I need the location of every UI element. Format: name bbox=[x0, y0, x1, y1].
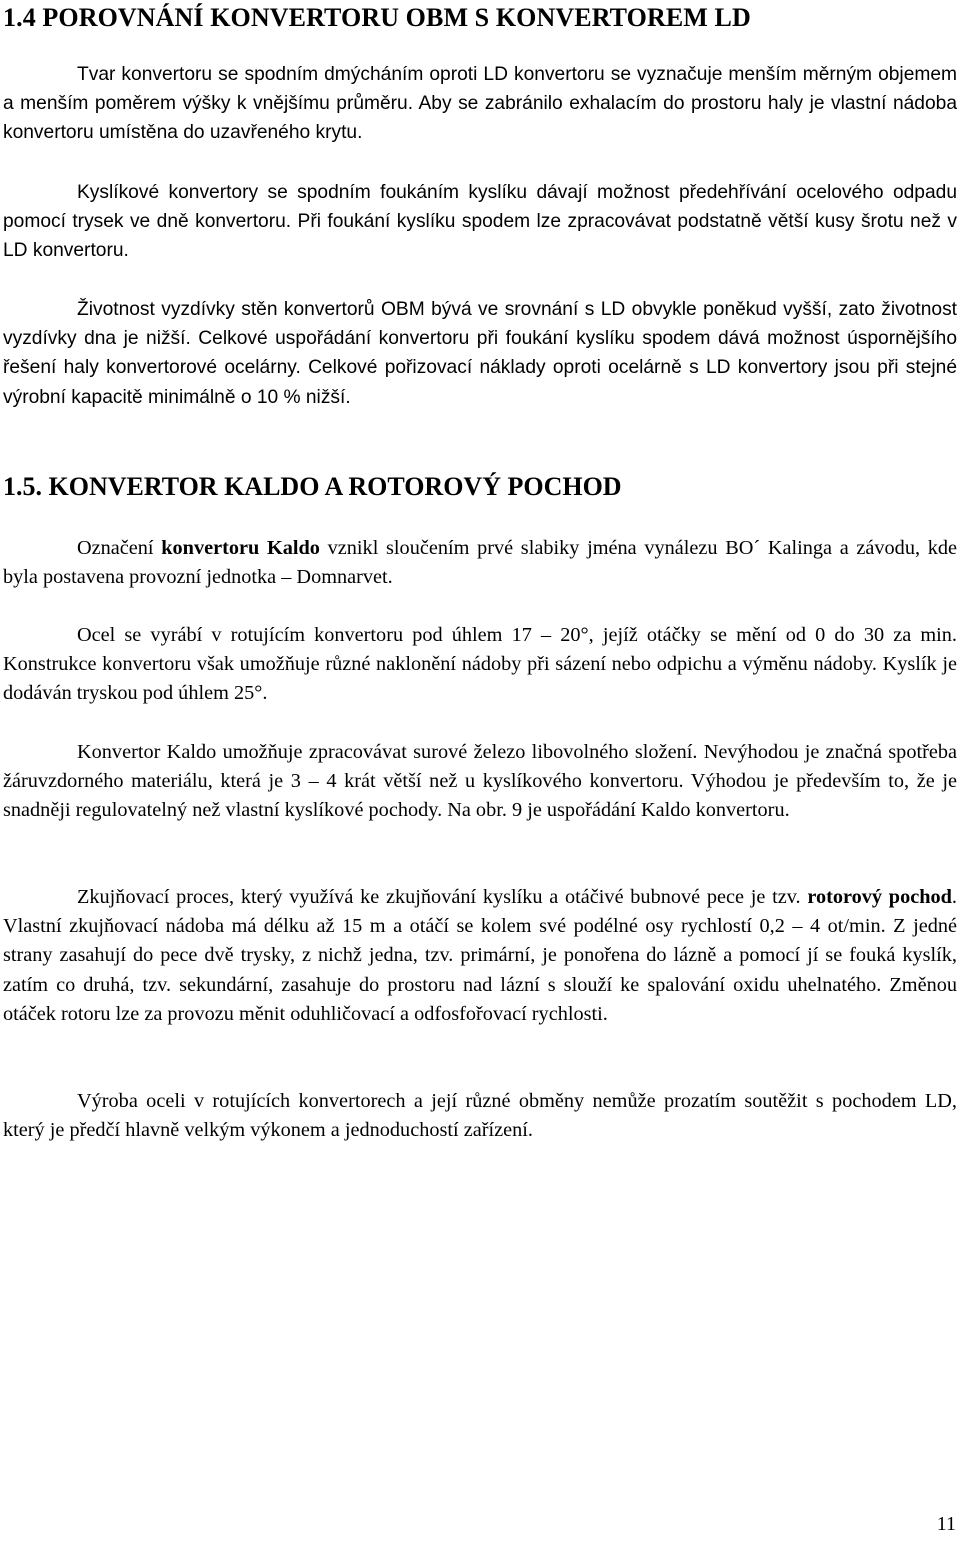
rotor-text-end: . Vlastní zkujňovací nádoba má délku až 15 m a otáčí se kolem své podélné osy rychlostí 0,2 – 4 ot/min. Z jedné strany zasahují do pece dvě trysky, z nichž jedna, tzv. primární, je ponořena do lázně a pomocí jí se fouká kyslík, zatím co druhá, tzv. sekundární, zasahuje do prostoru nad lázní s slouží ke spalování oxidu uhelnatého. Změnou otáček rotoru lze za provozu měnit oduhličovací a odfosfořovací rychlosti. bbox=[3, 886, 957, 1025]
section-1-4-heading: 1.4 POROVNÁNÍ KONVERTORU OBM S KONVERTOREM LD bbox=[3, 3, 751, 32]
paragraph-kaldo-name bbox=[3, 534, 957, 592]
kaldo-name-text-start: Označení bbox=[77, 537, 162, 559]
paragraph-rotor-process bbox=[3, 883, 957, 1029]
paragraph-obm-shape: Tvar konvertoru se spodním dmýcháním oproti LD konvertoru se vyznačuje menším měrným objemem a menším poměrem výšky k vnějšímu průměru. Aby se zabránilo exhalacím do prostoru haly je vlastní nádoba konvertoru umístěna do uzavřeného krytu. bbox=[3, 64, 957, 144]
paragraph-rotor-comparison: Výroba oceli v rotujících konvertorech a její různé obměny nemůže prozatím soutěžit s pochodem LD, který je předčí hlavně velkým výkonem a jednoduchostí zařízení. bbox=[3, 1090, 957, 1142]
paragraph-obm-preheating: Kyslíkové konvertory se spodním foukáním kyslíku dávají možnost předehřívání ocelového odpadu pomocí trysek ve dně konvertoru. Při foukání kyslíku spodem lze zpracovávat podstatně větší kusy šrotu než v LD konvertoru. bbox=[3, 182, 957, 262]
rotor-text-start: Zkujňovací proces, který využívá ke zkujňování kyslíku a otáčivé bubnové pece je tzv. bbox=[77, 886, 808, 908]
rotor-term-bold: rotorový pochod bbox=[807, 886, 952, 908]
paragraph-kaldo-advantages: Konvertor Kaldo umožňuje zpracovávat surové železo libovolného složení. Nevýhodou je značná spotřeba žáruvzdorného materiálu, která je 3 – 4 krát větší než u kyslíkového konvertoru. Výhodou je především to, že je snadněji regulovatelný než vlastní kyslíkové pochody. Na obr. 9 je uspořádání Kaldo konvertoru. bbox=[3, 741, 957, 822]
kaldo-name-text-end: vznikl sloučením prvé slabiky jména vynálezu BO´ Kalinga a závodu, kde byla postavena provozní jednotka – Domnarvet. bbox=[3, 537, 958, 589]
paragraph-kaldo-rotation: Ocel se vyrábí v rotujícím konvertoru pod úhlem 17 – 20°, jejíž otáčky se mění od 0 do 30 za min. Konstrukce konvertoru však umožňuje různé naklonění nádoby při sázení nebo odpichu a výměnu nádoby. Kyslík je dodáván tryskou pod úhlem 25°. bbox=[3, 624, 957, 705]
section-1-5-heading: 1.5. KONVERTOR KALDO A ROTOROVÝ POCHOD bbox=[3, 472, 622, 501]
paragraph-obm-lining: Životnost vyzdívky stěn konvertorů OBM bývá ve srovnání s LD obvykle poněkud vyšší, zato životnost vyzdívky dna je nižší. Celkové uspořádání konvertoru při foukání kyslíku spodem dává možnost úspornějšího řešení haly konvertorové ocelárny. Celkové pořizovací náklady oproti ocelárně s LD konvertory jsou při stejné výrobní kapacitě minimálně o 10 % nižší. bbox=[3, 299, 957, 408]
page-number: 11 bbox=[936, 1513, 956, 1535]
kaldo-term-bold: konvertoru Kaldo bbox=[161, 537, 320, 559]
